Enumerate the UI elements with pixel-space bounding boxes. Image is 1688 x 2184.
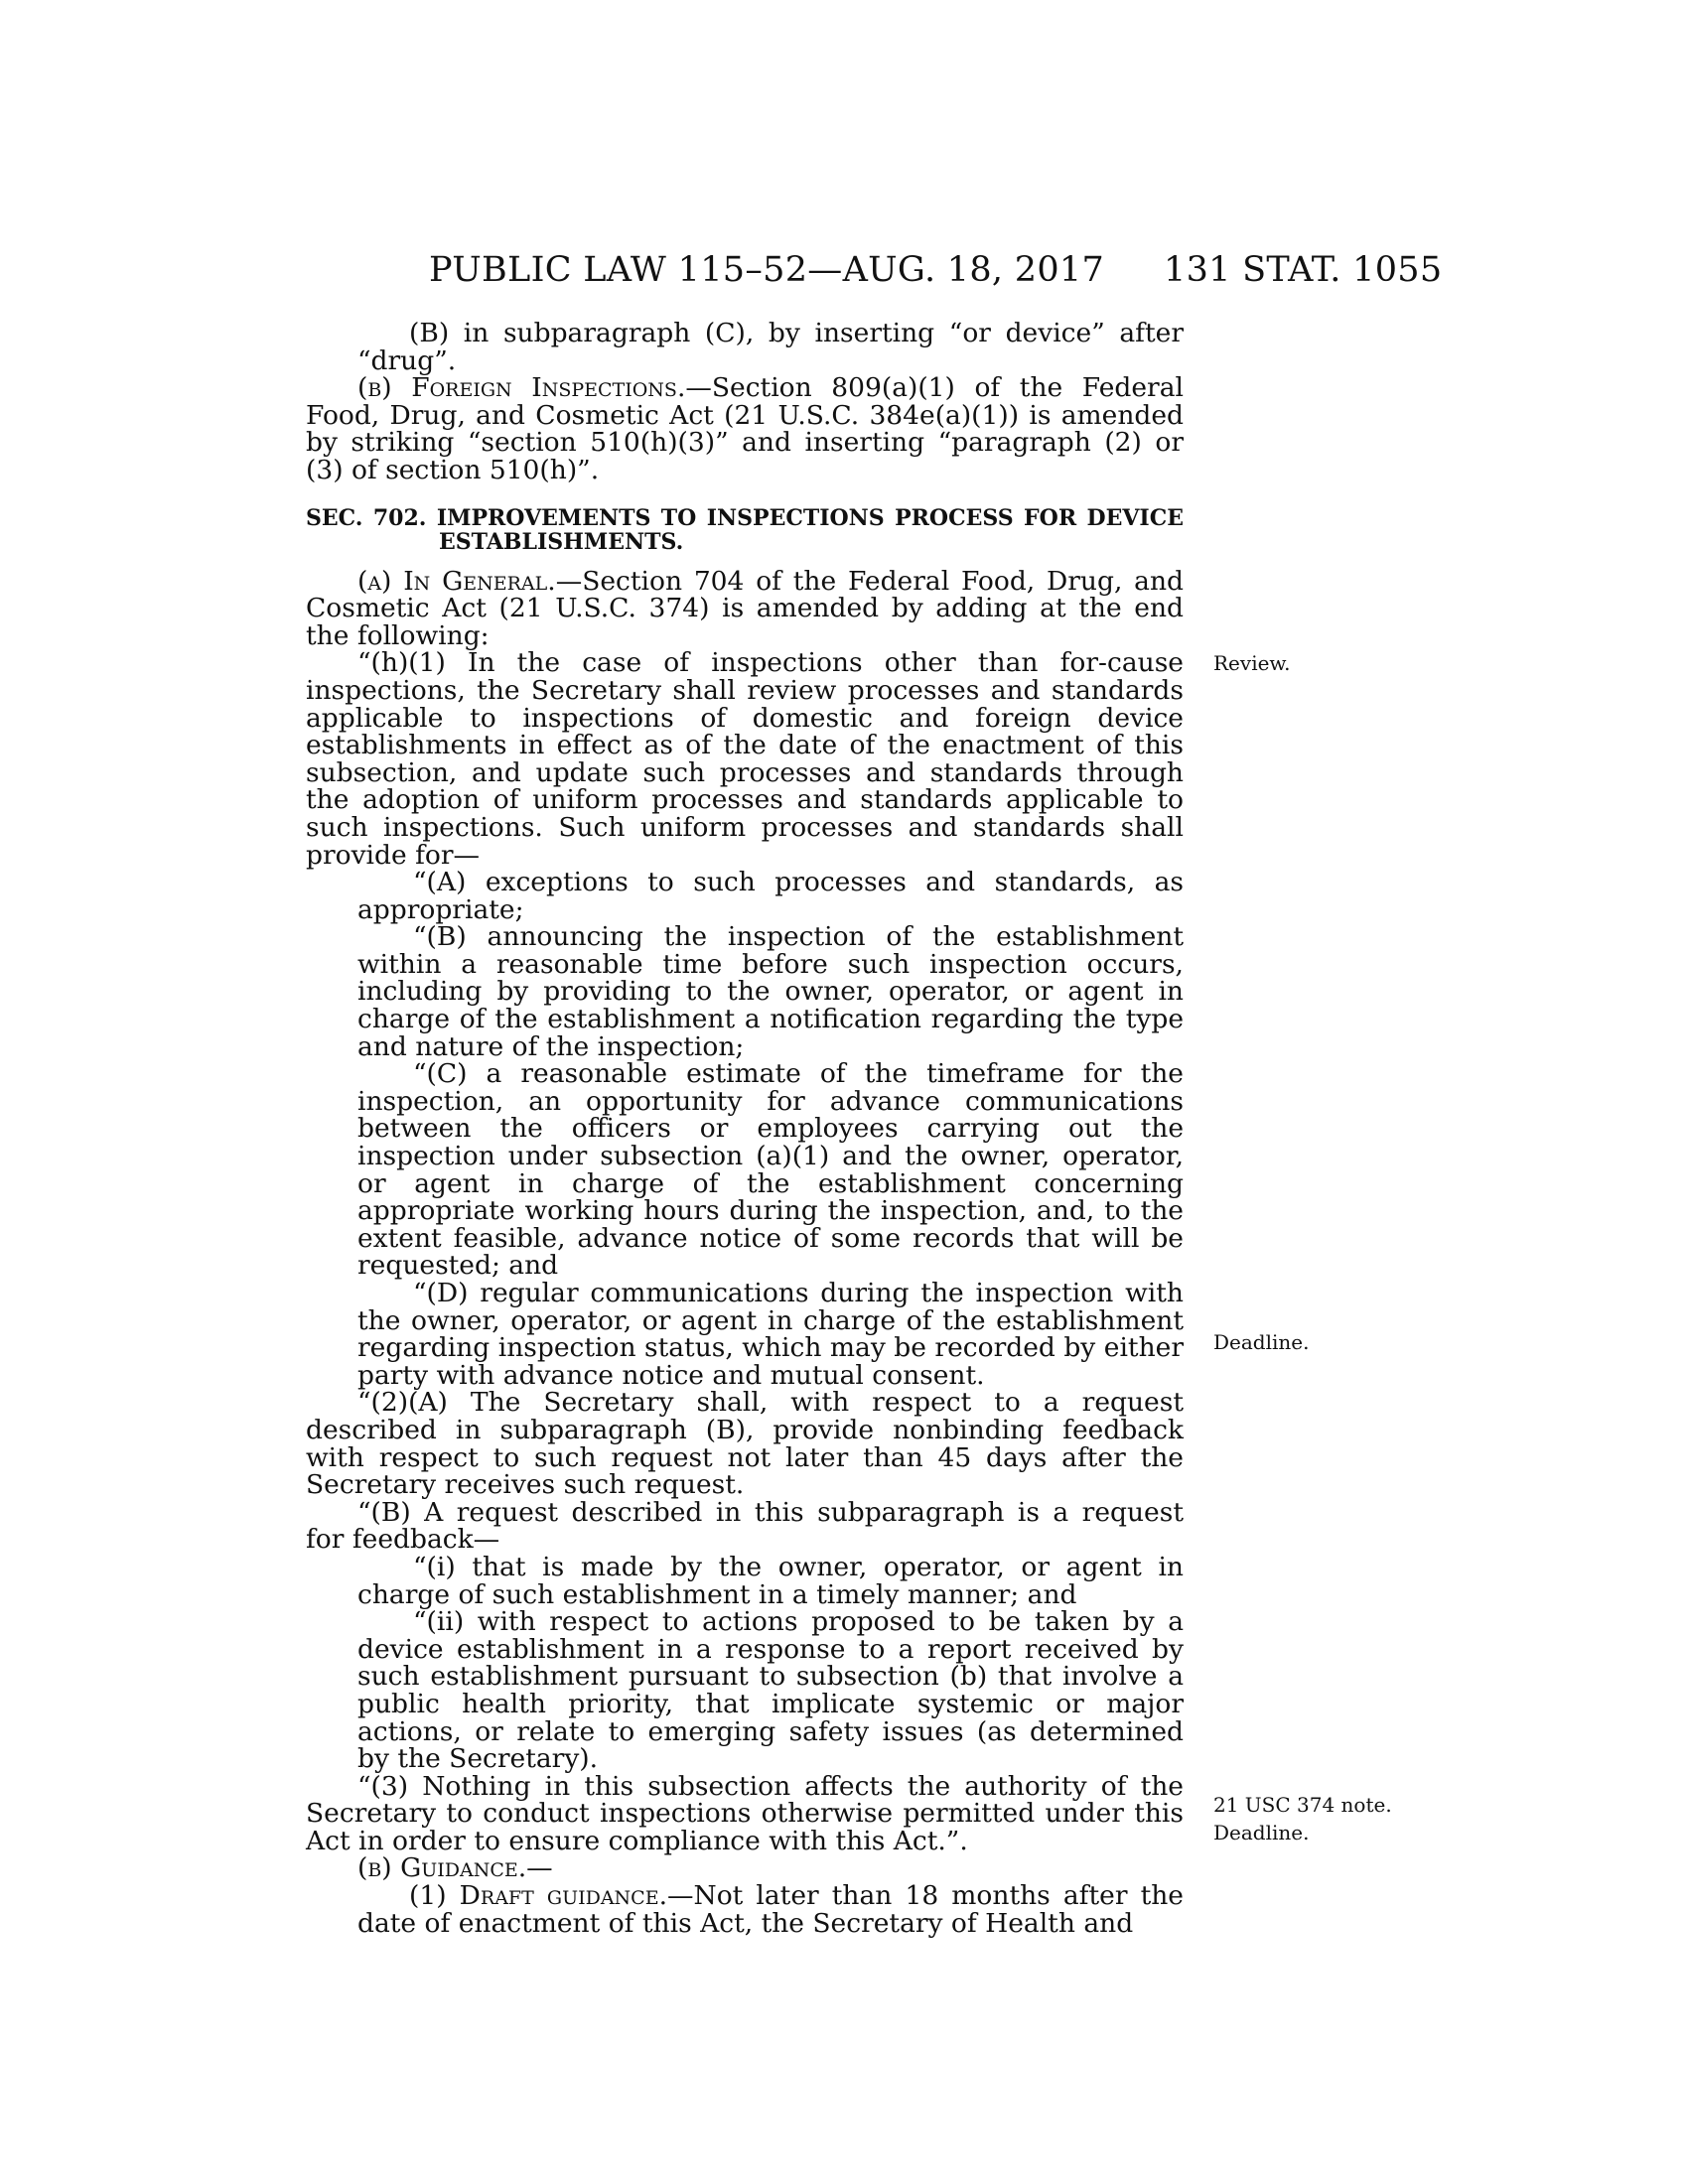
paragraph xyxy=(306,374,1184,483)
paragraph-text: — xyxy=(526,1852,553,1884)
paragraph: “(ii) with respect to actions proposed to be taken by a device establishment in a response to a report received by such establishment pursuant to subsection (b) that involve a public health priority, that implicate systemic or major actions, or relate to emerging safety issues (as determined by the Secretary). xyxy=(357,1606,1184,1775)
paragraph: “(h)(1) In the case of inspections other than for-cause inspections, the Secretary shall review processes and standards applicable to inspections of domestic and foreign device establishments in effect as of the date of the enactment of this subsection, and update such processes and standards through the adoption of uniform processes and standards applicable to such inspections. Such uniform processes and standards shall provide for— xyxy=(306,647,1184,871)
paragraph: “(i) that is made by the owner, operator, or agent in charge of such establishment in a timely manner; and xyxy=(357,1551,1184,1610)
page-header-title: PUBLIC LAW 115–52—AUG. 18, 2017 xyxy=(429,250,1105,290)
subsection-heading: (1) Draft guidance. xyxy=(409,1880,667,1912)
page-header-stat: 131 STAT. 1055 xyxy=(1164,250,1443,290)
paragraph: “(D) regular communications during the inspection with the owner, operator, or agent in charge of the establishment regarding inspection status, which may be recorded by either party with advance notice and mutual consent. xyxy=(357,1278,1184,1391)
paragraph: “(A) exceptions to such processes and standards, as appropriate; xyxy=(357,867,1184,925)
paragraph: “(2)(A) The Secretary shall, with respect to a request described in subparagraph (B), provide nonbinding feedback with respect to such request not later than 45 days after the Secretary receives such request. xyxy=(306,1387,1184,1501)
margin-note-usc: 21 USC 374 note. xyxy=(1213,1793,1392,1817)
margin-note-review: Review. xyxy=(1213,651,1291,675)
paragraph xyxy=(306,565,1184,651)
paragraph: “(3) Nothing in this subsection affects the authority of the Secretary to conduct inspections otherwise permitted under this Act in order to ensure compliance with this Act.”. xyxy=(306,1770,1184,1856)
paragraph: “(B) A request described in this subparagraph is a request for feedback— xyxy=(306,1496,1184,1556)
subsection-heading: (a) In General. xyxy=(357,565,556,597)
margin-note-deadline: Deadline. xyxy=(1213,1330,1310,1354)
section-heading: SEC. 702. IMPROVEMENTS TO INSPECTIONS PROCESS FOR DEVICE ESTABLISHMENTS. xyxy=(306,504,1184,555)
paragraph xyxy=(306,1882,1184,1937)
paragraph: “(C) a reasonable estimate of the timeframe for the inspection, an opportunity for advance communications between the officers or employees carrying out the inspection under subsection (a)(1) and the owner, operator, or agent in charge of the establishment concerning appropriate working hours during the inspection, and, to the extent feasible, advance notice of some records that will be requested; and xyxy=(357,1058,1184,1282)
paragraph-text: —Section 704 of the Federal Food, Drug, and Cosmetic Act (21 U.S.C. 374) is amended by adding at the end the following: xyxy=(306,565,1184,651)
subsection-heading: (b) Guidance. xyxy=(357,1852,527,1884)
subsection-heading: (b) Foreign Inspections. xyxy=(357,372,686,404)
document-body xyxy=(306,320,1184,1937)
paragraph: “(B) announcing the inspection of the establishment within a reasonable time before such inspection occurs, including by providing to the owner, operator, or agent in charge of the establishment a notification regarding the type and nature of the inspection; xyxy=(357,921,1184,1062)
paragraph xyxy=(306,1854,1184,1882)
paragraph-text: —Not later than 18 months after the date of enactment of this Act, the Secretary of Health and xyxy=(357,1880,1184,1939)
paragraph: (B) in subparagraph (C), by inserting “or device” after “drug”. xyxy=(357,318,1184,376)
paragraph-text: —Section 809(a)(1) of the Federal Food, Drug, and Cosmetic Act (21 U.S.C. 384e(a)(1)) is amended by striking “section 510(h)(3)” and inserting “paragraph (2) or (3) of section 510(h)”. xyxy=(306,372,1184,485)
margin-note-deadline-2: Deadline. xyxy=(1213,1821,1310,1844)
